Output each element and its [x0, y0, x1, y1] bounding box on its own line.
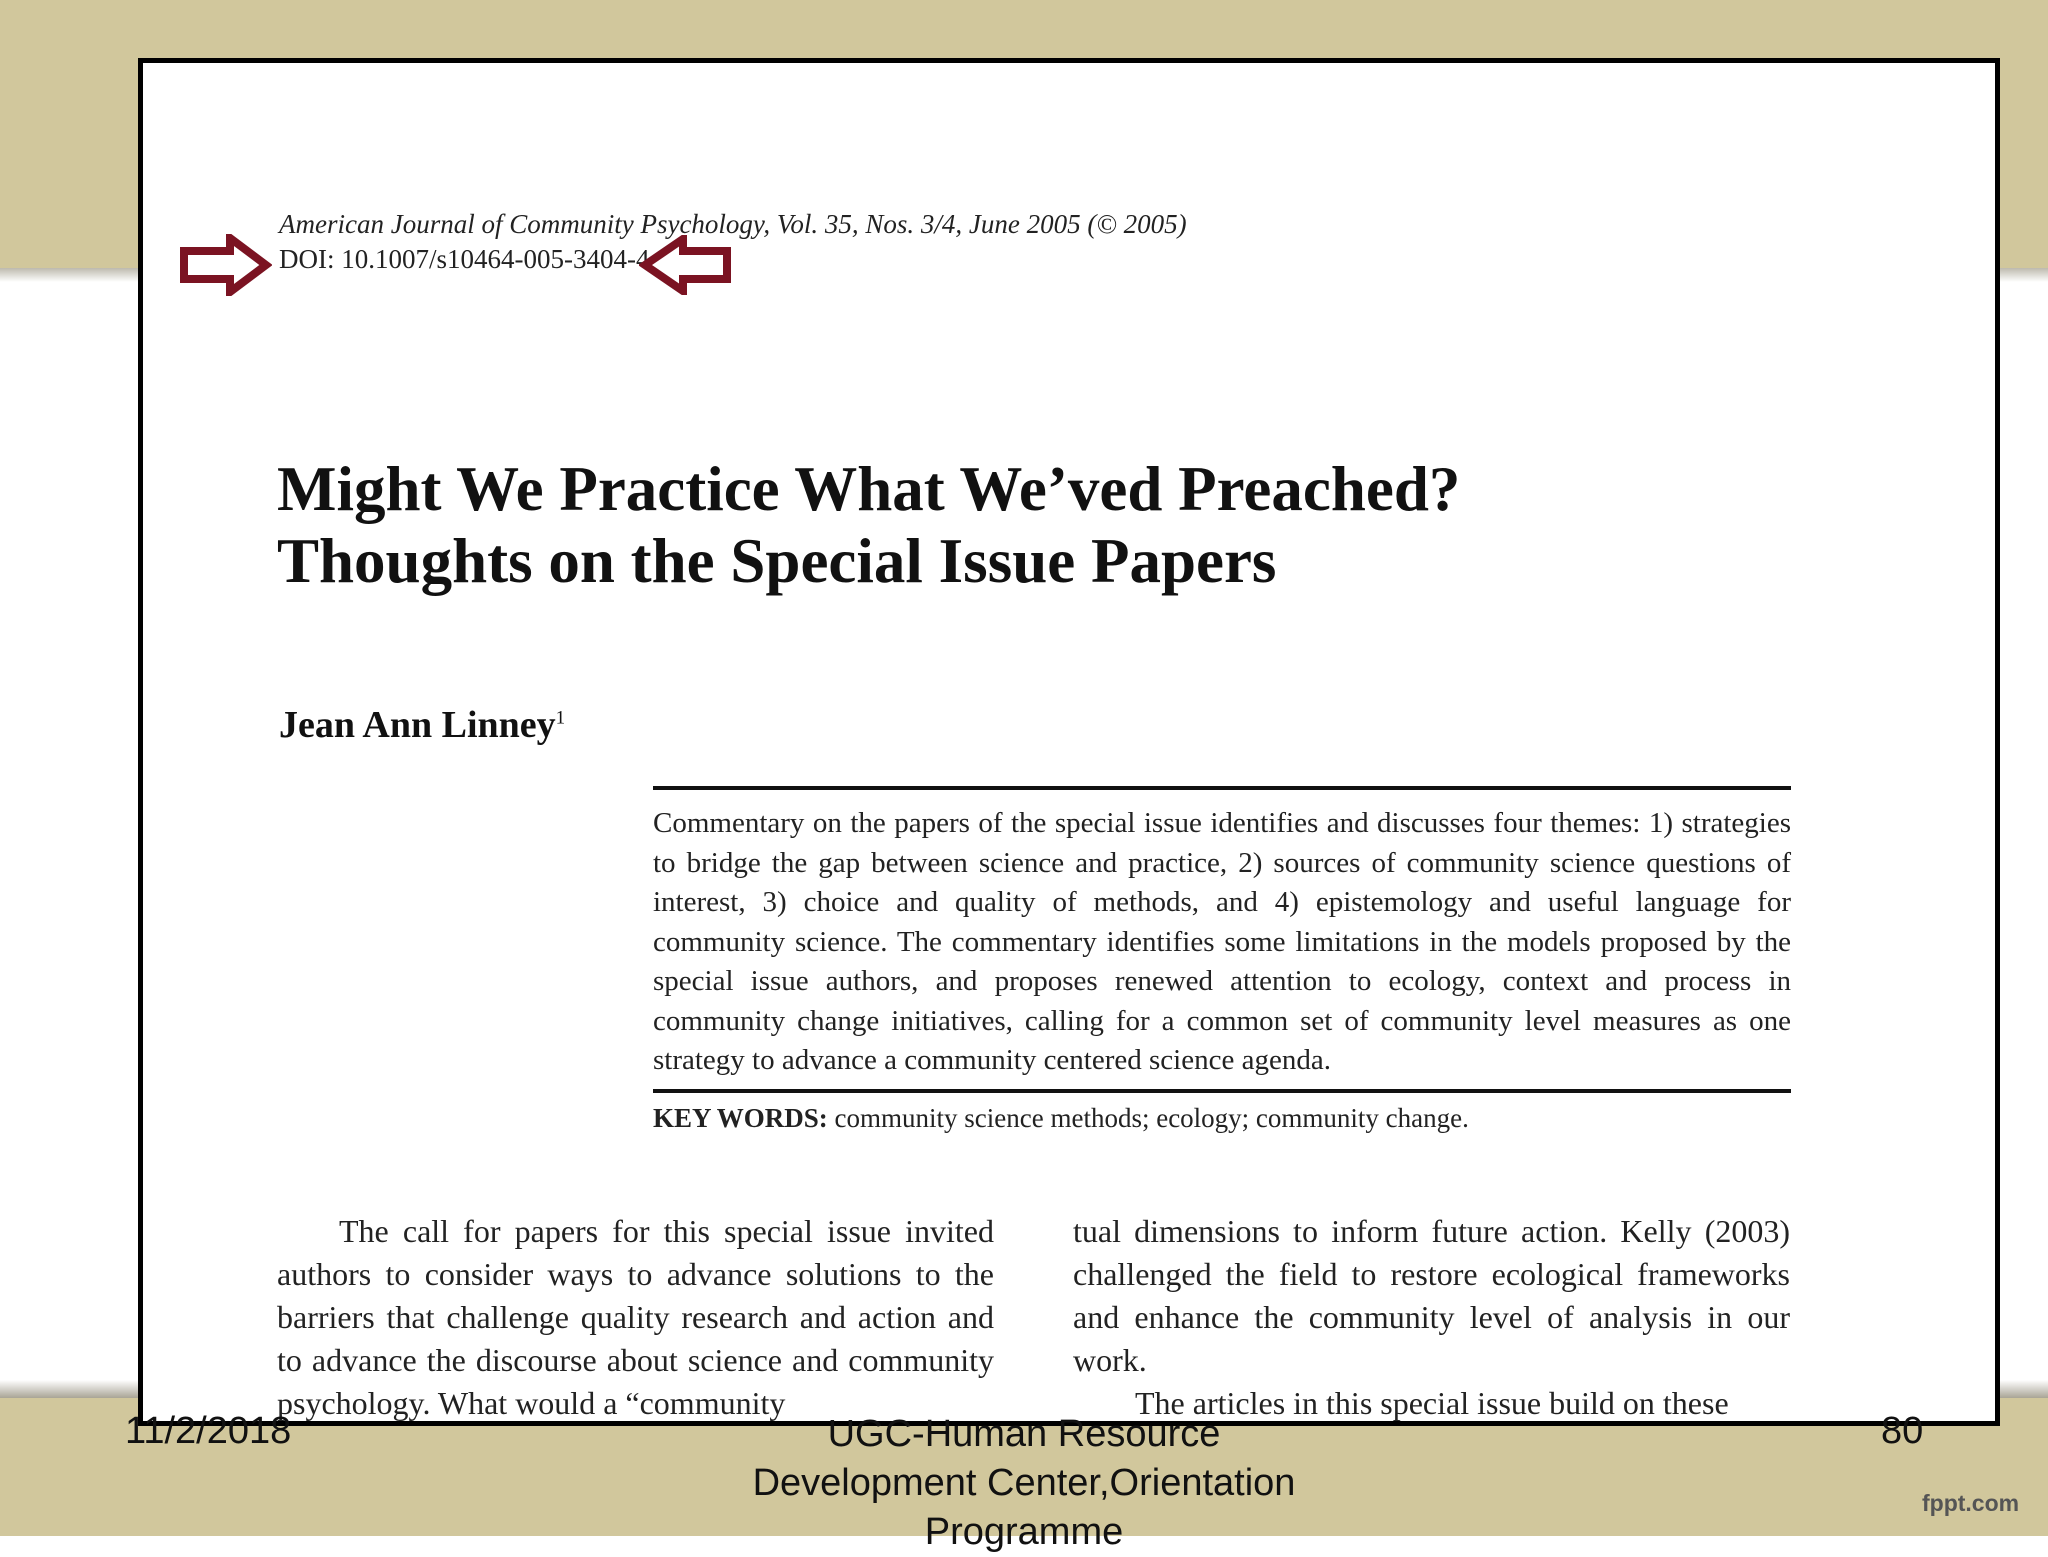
keywords-label: KEY WORDS: [653, 1103, 828, 1133]
title-line-2: Thoughts on the Special Issue Papers [277, 526, 1277, 596]
body-paragraph: tual dimensions to inform future action. Kelly (2003) challenged the field to restore ecological frameworks and enhance the community level of analysis in our work. [1073, 1213, 1790, 1378]
slide-number: 80 [1881, 1410, 1924, 1452]
footer-date: 11/2/2018 [125, 1410, 292, 1452]
body-paragraph: The articles in this special issue build on these [1135, 1385, 1729, 1421]
body-column-left [277, 1210, 994, 1425]
arrow-right-icon [180, 234, 272, 296]
brand-logo: fppt.com [1922, 1490, 2020, 1516]
author-footnote: 1 [555, 707, 566, 729]
paper-screenshot [138, 58, 2000, 1426]
body-paragraph: The call for papers for this special issue invited authors to consider ways to advance solutions to the barriers that challenge quality research and action and to advance the discourse about science and community psychology. What would a “community [277, 1213, 994, 1421]
footer-center-text: UGC-Human Resource Development Center,Orientation Programme [752, 1413, 1296, 1553]
abstract-text: Commentary on the papers of the special issue identifies and discusses four themes: 1) strategies to bridge the gap between science and practice, 2) sources of community science questions of interest, 3) choice and quality of methods, and 4) epistemology and useful language for community science. The commentary identifies some limitations in the models proposed by the special issue authors, and proposes renewed attention to ecology, context and process in community change initiatives, calling for a common set of community level measures as one strategy to advance a community centered science agenda. [653, 807, 1791, 1076]
paper-title [277, 453, 1460, 597]
author [279, 703, 565, 747]
abstract-box [653, 786, 1791, 1093]
body-column-right [1073, 1210, 1790, 1425]
author-name: Jean Ann Linney [279, 704, 556, 746]
title-line-1: Might We Practice What We’ved Preached? [277, 454, 1461, 524]
doi: DOI: 10.1007/s10464-005-3404-4 [279, 244, 650, 274]
keywords [653, 1103, 1469, 1134]
arrow-left-icon [639, 235, 731, 295]
keywords-text: community science methods; ecology; community change. [834, 1103, 1469, 1133]
journal-citation: American Journal of Community Psychology, Vol. 35, Nos. 3/4, June 2005 (© 2005) [279, 209, 1187, 239]
